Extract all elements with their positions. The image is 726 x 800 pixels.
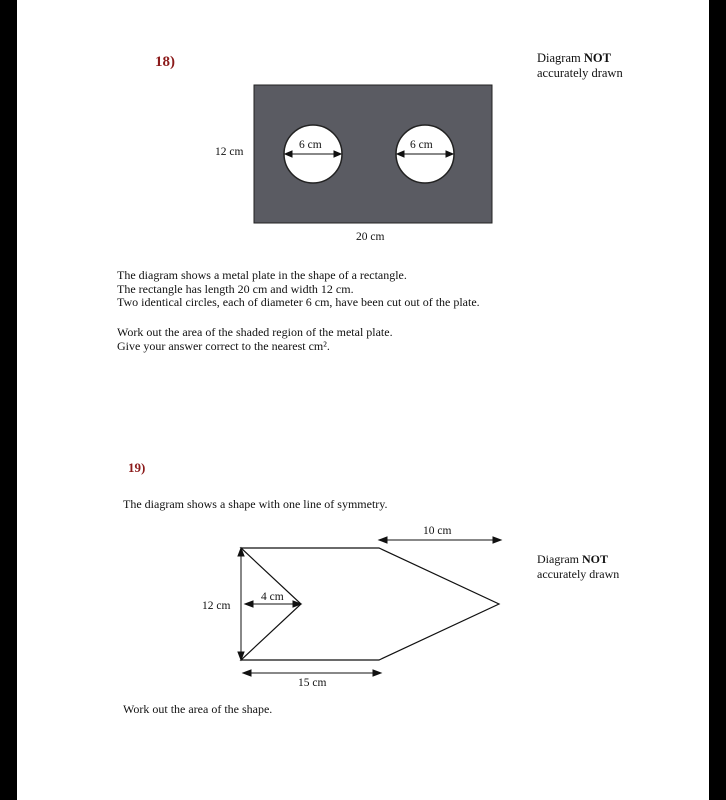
arrowhead bbox=[493, 537, 501, 543]
q19-task: Work out the area of the shape. bbox=[123, 702, 273, 716]
label-circle-diameter-right: 6 cm bbox=[410, 139, 433, 151]
question-19-number: 19) bbox=[128, 460, 146, 475]
q18-text-line: The diagram shows a metal plate in the shape of a rectangle. bbox=[117, 268, 407, 282]
q18-note-accurately: accurately drawn bbox=[537, 66, 623, 80]
label-4cm: 4 cm bbox=[261, 591, 284, 603]
diagrams-canvas bbox=[17, 0, 709, 800]
label-10cm: 10 cm bbox=[423, 525, 452, 537]
q18-text-line: Two identical circles, each of diameter 6 cm, have been cut out of the plate. bbox=[117, 295, 480, 309]
q18-note-diagram: Diagram bbox=[537, 51, 584, 65]
arrowhead bbox=[293, 601, 301, 607]
q19-not-to-scale-note bbox=[537, 552, 619, 582]
arrowhead bbox=[379, 537, 387, 543]
q18-note-not: NOT bbox=[583, 51, 611, 65]
arrowhead bbox=[243, 670, 251, 676]
q18-description bbox=[117, 269, 480, 310]
arrowhead bbox=[373, 670, 381, 676]
label-12cm-height: 12 cm bbox=[202, 600, 231, 612]
q18-task-line: Give your answer correct to the nearest cm². bbox=[117, 338, 330, 353]
q18-text-line: The rectangle has length 20 cm and width 12 cm. bbox=[117, 281, 354, 296]
label-circle-diameter-left: 6 cm bbox=[299, 139, 322, 151]
worksheet-page bbox=[17, 0, 709, 800]
q19-note-accurately: accurately drawn bbox=[537, 567, 620, 581]
label-width-12cm: 12 cm bbox=[215, 146, 244, 158]
q19-note-not: NOT bbox=[581, 552, 608, 566]
question-18-number: 18) bbox=[155, 54, 175, 70]
q19-intro: The diagram shows a shape with one line of symmetry. bbox=[123, 497, 388, 511]
label-15cm: 15 cm bbox=[298, 677, 327, 689]
q19-note-diagram: Diagram bbox=[537, 552, 582, 566]
q18-task-line: Work out the area of the shaded region of the metal plate. bbox=[117, 325, 393, 339]
arrowhead bbox=[245, 601, 253, 607]
q18-task bbox=[117, 326, 393, 353]
label-length-20cm: 20 cm bbox=[356, 231, 385, 243]
